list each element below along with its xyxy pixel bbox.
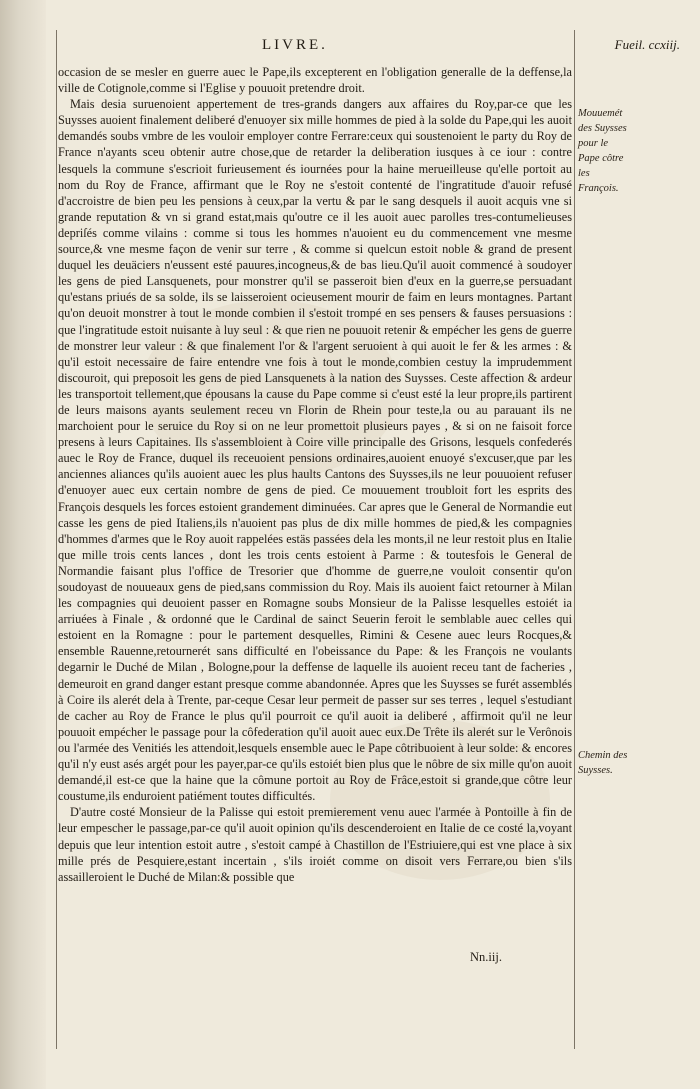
margin-note: Chemin des Suysses. [578, 750, 628, 776]
right-margin-rule [574, 30, 575, 1049]
page-header [58, 37, 680, 59]
left-margin-rule [56, 30, 57, 1049]
page-gutter [0, 0, 46, 1089]
running-title: LIVRE. [262, 37, 328, 53]
folio-number: Fueil. ccxiij. [614, 37, 680, 52]
margin-note: Mouuemét des Suysses pour le Pape côtre les François. [578, 108, 627, 194]
paragraph: D'autre costé Monsieur de la Palisse qui estoit premierement venu auec l'armée à Pontoille à fin de leur empescher le passage,par-ce qu'il auoit opinion qu'ils descenderoient en Italie de ce costé la,voyant depuis que leur intention estoit autre , s'estoit campé à Chastillon de l'Estriuiere,qui est vne place à six mille prés de Pesquiere,estant incertain , s'ils iroiét comme on disoit vers Ferrare,ou bien s'ils assailleroient le Duché de Milan:& possible que [58, 805, 572, 884]
paragraph: occasion de se mesler en guerre auec le Pape,ils excepterent en l'obligation generalle de la deffense,la ville de Cotignole,comme si l'Eglise y pouuoit pretendre droit. [58, 65, 572, 96]
catchword-signature: Nn.iij. [470, 950, 502, 964]
paragraph: Mais desia suruenoient appertement de tres-grands dangers aux affaires du Roy,par-ce que les Suysses auoient finalement deliberé d'enuoyer six mille hommes de pied à la solde du Pape,qui les auoit demandés soubs vmbre de les vouloir employer contre Ferrare:ceux qui soustenoient le party du Roy de France n'ayants sceu obtenir autre chose,que de retarder la deliberation iusques à ce iour : contre lesquels la commune s'escrioit furieusement és iournées pour la haine merueilleuse qu'elle portoit au nom du Roy de France, affirmant que le Roy ne s'estoit contenté de l'ingratitude d'auoir refusé d'accroistre de bien peu les pensions à ceux,par la vertu & par le sang desquels il auoit acquis vne si grande reputation & vn si grand estat,mais qu'outre ce il les auoit auec parolles tres-contumelieuses depriſés comme vilains : comme si tous les hommes n'auoient eu du commencement vne mesme source,& vne mesme façon de venir sur terre , & comme si quelcun estoit noble & grand de present duquel les deuäciers n'eussent esté pauures,incogneus,& de bas lieu.Qu'il auoit commencé à soudoyer les gens de pied Lansquenets, pour monstrer qu'il se passeroit bien d'eux en la guerre,se persuadant qu'estans priués de sa solde, ils se laisseroient ocieusement mourir de faim en leurs montagnes. Partant qu'on deuoit monstrer à tout le monde combien il s'estoit trompé en ses pensers & fauses persuasions : que l'ingratitude estoit nuisante à luy seul : & que rien ne pouuoit retenir & empécher les gens de guerre de monstrer leur valeur : & que finalement l'or & l'argent seruoient à qui auoit le fer & les armes : & qu'il estoit necessaire de faire entendre vne fois à tout le monde,combien cestuy la imprudemment discouroit, qui preposoit les gens de pied Lansquenets à la nation des Suysses. Ceste affection & ardeur les transportoit tellement,que épousans la cause du Pape comme si c'eust esté la leur propre,ils partirent de leurs maisons ayants seulement receu vn Florin de Rhein pour teste,la ou au parauant ils ne marchoient pour le seruice du Roy si on ne leur promettoit plusieurs payes , & si on ne faisoit force presens à leurs Capitaines. Ils s'assembloient à Coire ville principalle des Grisons, lesquels confederés auec le Roy de France, duquel ils receuoient pensions ordinaires,auoient enuoyé s'excuser,que par les anciennes aliances qu'ils auoient auec les plus haults Cantons des Suysses,ils ne leur pouuoient refuser d'enuoyer auec eux certain nombre de gens de pied. Ce mouuement troubloit fort les esprits des François desquels les forces estoient grandement diminuées. Car apres que le General de Normandie eut casse les gens de pied Italiens,ils n'auoient pas plus de dix mille hommes de pied,& les compagnies d'hommes d'armes que le Roy auoit rappelées estäs passées dela les monts,il ne leur restoit plus en Italie que mille trois cents lances , dont les trois cents estoient à Parme : & toutesfois le General de Normandie faisant plus l'office de Tresorier que d'homme de guerre,ne vouloit consentir qu'on soudoyast de nouueaux gens de pied,sans commission du Roy. Mais ils auoient faict retourner à Milan les compagnies qui deuoient passer en Romagne soubs Monsieur de la Palisse lesquelles estoiét ia arriuées à Finale , & ordonné que le Cardinal de sainct Seuerin feroit le semblable auec celles qui estoient en la Romagne : pour le partement desquelles, Rimini & Cesene auec leurs Rocques,& ensemble Rauenne,retournerét sans difficulté en l'obeissance du Pape: & les François ne voulants degarnir le Duché de Milan , Bologne,pour la deffense de laquelle ils auoient receu tant de facheries , demeuroit en grand danger estant presque comme abandonnée. Apres que les Suysses se furét assemblés à Coire ils alerét dela à Trente, par-ceque Cesar leur permeit de passer sur ses terres , lequel s'estudiant de cacher au Roy de France le plus qu'il pourroit ce qu'il auoit ia deliberé , affirmoit qu'il ne leur pouuoit empécher le passage pour la côfederation qu'il auoit auec eux.De Trête ils alerét sur le Verônois ou l'armée des Venitiés les attendoit,lesquels ensemble auec le Pape côtribuoient à leur solde: & encores qu'il n'y eust asés argét pour les payer,par-ce qu'ils estoiét bien plus que le nôbre de six mille qu'on auoit demandé,il est-ce que la haine que la cômune portoit au Roy de Frâce,estoit si grande,que côtre leur coustume,ils enduroient patiément toutes difficultés. [58, 97, 572, 804]
main-text [58, 64, 572, 885]
